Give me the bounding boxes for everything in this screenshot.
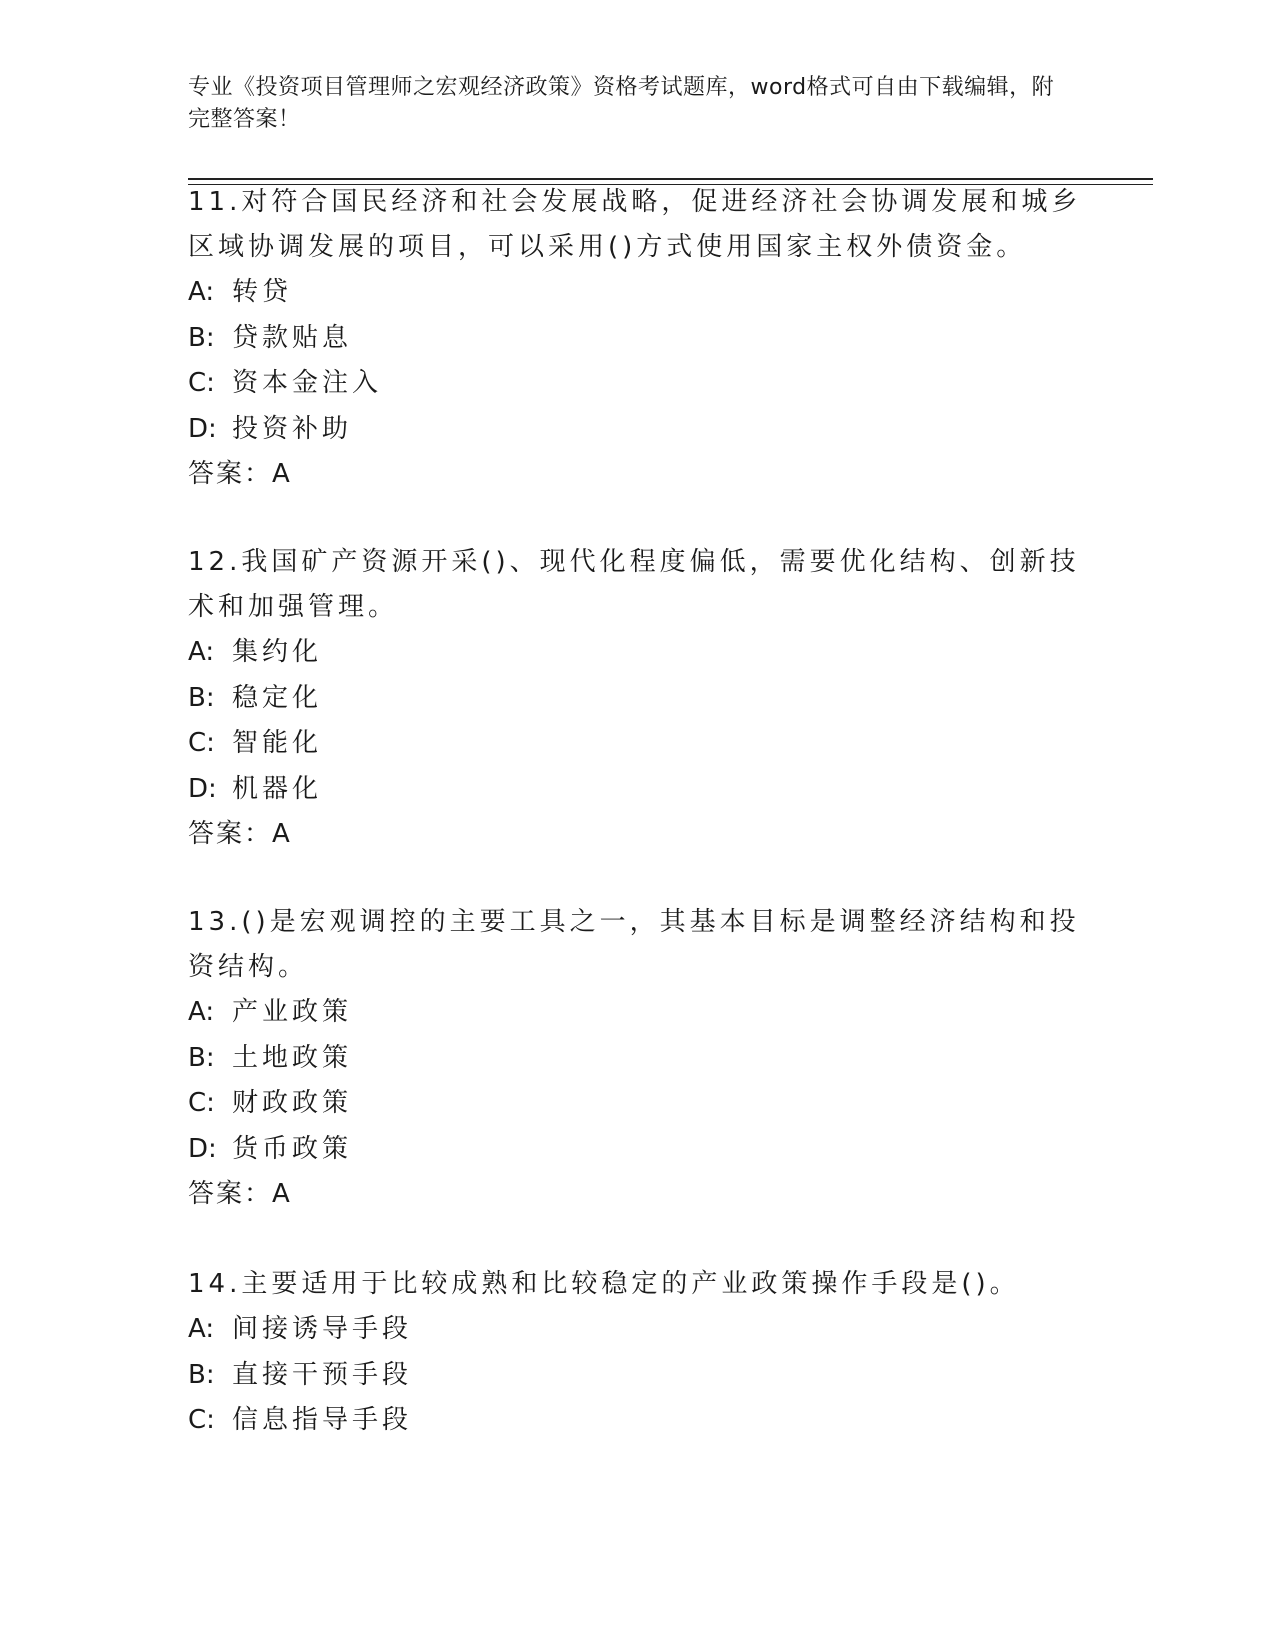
option-letter: B: xyxy=(188,322,215,353)
option-letter: B: xyxy=(188,1359,215,1390)
question-stem: 14.主要适用于比较成熟和比较稳定的产业政策操作手段是()。 xyxy=(188,1269,1020,1299)
option-letter: A: xyxy=(188,997,215,1027)
question-12 xyxy=(188,540,1088,857)
option-text: 智能化 xyxy=(232,728,323,758)
option-a xyxy=(188,1307,1088,1353)
option-a xyxy=(188,270,1088,316)
answer-value: A xyxy=(272,1179,290,1209)
option-letter: A: xyxy=(188,1314,215,1344)
option-letter: C: xyxy=(188,728,215,758)
option-letter: B: xyxy=(188,682,215,713)
option-text: 转贷 xyxy=(232,277,293,307)
option-text: 直接干预手段 xyxy=(232,1359,413,1390)
option-text: 贷款贴息 xyxy=(232,322,353,353)
answer-label: 答案： xyxy=(188,459,273,489)
option-text: 资本金注入 xyxy=(232,368,383,398)
option-b xyxy=(188,1353,1088,1399)
option-text: 信息指导手段 xyxy=(232,1405,413,1435)
option-text: 土地政策 xyxy=(232,1042,353,1073)
option-text: 机器化 xyxy=(232,773,323,804)
option-text: 稳定化 xyxy=(232,682,323,713)
answer-line xyxy=(188,452,1088,497)
option-d xyxy=(188,407,1088,453)
option-a xyxy=(188,630,1088,676)
option-c xyxy=(188,361,1088,407)
question-stem: 11.对符合国民经济和社会发展战略，促进经济社会协调发展和城乡区域协调发展的项目，可以采用()方式使用国家主权外债资金。 xyxy=(188,187,1082,262)
question-14 xyxy=(188,1262,1088,1444)
option-d xyxy=(188,767,1088,813)
option-letter: C: xyxy=(188,1088,215,1118)
option-text: 投资补助 xyxy=(232,413,353,444)
option-c xyxy=(188,1081,1088,1127)
option-letter: C: xyxy=(188,368,215,398)
option-d xyxy=(188,1127,1088,1173)
option-letter: A: xyxy=(188,637,215,667)
answer-label: 答案： xyxy=(188,1179,273,1209)
option-b xyxy=(188,676,1088,722)
answer-value: A xyxy=(272,819,290,849)
option-letter: C: xyxy=(188,1405,215,1435)
option-letter: D: xyxy=(188,413,217,444)
question-13 xyxy=(188,900,1088,1217)
option-letter: B: xyxy=(188,1042,215,1073)
option-letter: A: xyxy=(188,277,215,307)
option-b xyxy=(188,1036,1088,1082)
option-a xyxy=(188,990,1088,1036)
option-text: 货币政策 xyxy=(232,1133,353,1164)
answer-label: 答案： xyxy=(188,819,273,849)
document-header-intro: 专业《投资项目管理师之宏观经济政策》资格考试题库，word格式可自由下载编辑，附完整答案！ xyxy=(188,75,1055,132)
option-letter: D: xyxy=(188,773,217,804)
answer-line xyxy=(188,812,1088,857)
option-c xyxy=(188,1398,1088,1444)
question-11 xyxy=(188,180,1088,497)
option-text: 产业政策 xyxy=(232,997,353,1027)
option-text: 间接诱导手段 xyxy=(232,1314,413,1344)
option-c xyxy=(188,721,1088,767)
option-b xyxy=(188,316,1088,362)
option-letter: D: xyxy=(188,1133,217,1164)
answer-line xyxy=(188,1172,1088,1217)
answer-value: A xyxy=(272,459,290,489)
question-stem: 12.我国矿产资源开采()、现代化程度偏低，需要优化结构、创新技术和加强管理。 xyxy=(188,547,1080,622)
question-stem: 13.()是宏观调控的主要工具之一，其基本目标是调整经济结构和投资结构。 xyxy=(188,907,1080,982)
option-text: 财政政策 xyxy=(232,1088,353,1118)
option-text: 集约化 xyxy=(232,637,323,667)
